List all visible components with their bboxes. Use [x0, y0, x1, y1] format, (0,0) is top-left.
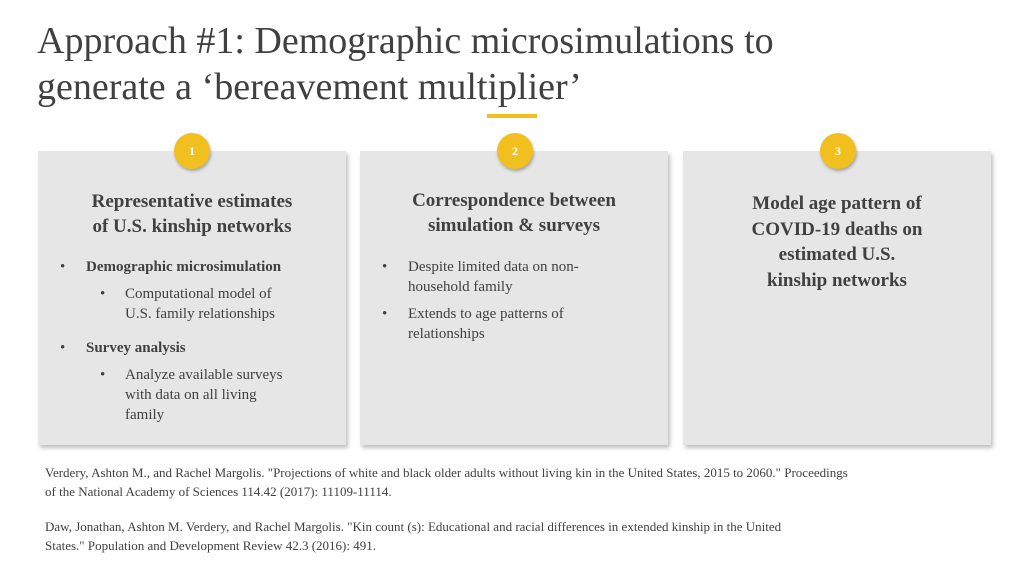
card-heading-line: Correspondence between [412, 190, 616, 211]
card-heading-line: estimated U.S. [778, 244, 896, 265]
slide-title-line-2: generate a ‘bereavement multiplier’ [37, 66, 582, 108]
sub-bullet-text: family [125, 407, 165, 423]
card-heading-line: kinship networks [767, 269, 907, 291]
sub-bullet-item [38, 284, 346, 324]
reference-line: States." Population and Development Review 42.3 (2016): 491. [45, 538, 376, 553]
card-heading-line: Representative estimates [91, 191, 293, 212]
sub-bullet-text: Analyze available surveys [125, 367, 283, 383]
bullet-dot-icon: • [100, 367, 106, 383]
slide-title [37, 18, 987, 110]
reference-line: Verdery, Ashton M., and Rachel Margolis. "Projections of white and black older adults without living kin in the United States, 2015 to 2060." Proceedings [45, 465, 848, 480]
card-heading-line: Model age pattern of [752, 193, 922, 214]
bullet-text: Survey analysis [86, 340, 186, 356]
bullet-item [360, 304, 668, 344]
bullet-text: household family [408, 279, 513, 295]
bullet-dot-icon: • [60, 259, 66, 275]
step-card-3 [683, 151, 991, 445]
reference-line: of the National Academy of Sciences 114.42 (2017): 11109-11114. [45, 484, 392, 499]
bullet-text: Demographic microsimulation [86, 259, 282, 275]
bullet-dot-icon: • [100, 286, 106, 302]
bullet-dot-icon: • [382, 306, 388, 322]
bullet-text: Extends to age patterns of [408, 306, 564, 322]
reference-item [45, 517, 1005, 555]
sub-bullet-text: Computational model of [125, 286, 272, 302]
bullet-item [360, 257, 668, 297]
card-2-heading [360, 188, 668, 238]
step-badge-3: 3 [820, 133, 856, 169]
bullet-text: relationships [408, 326, 485, 342]
card-1-bullet-list [38, 257, 346, 425]
reference-line: Daw, Jonathan, Ashton M. Verdery, and Rachel Margolis. "Kin count (s): Educational and racial differences in extended kinship in the United [45, 519, 782, 534]
card-heading-line: simulation & surveys [427, 215, 601, 236]
bullet-dot-icon: • [382, 259, 388, 275]
reference-item [45, 463, 1005, 501]
bullet-item [38, 257, 346, 277]
bullet-text: Despite limited data on non- [408, 259, 579, 275]
step-badge-1: 1 [174, 133, 210, 169]
step-card-2 [360, 151, 668, 445]
step-card-1 [38, 151, 346, 445]
bullet-item [38, 338, 346, 358]
card-heading-line: COVID-19 deaths on [751, 218, 923, 240]
title-accent-bar [487, 114, 537, 118]
sub-bullet-text: with data on all living [125, 387, 257, 403]
card-2-bullet-list [360, 257, 668, 344]
sub-bullet-text: U.S. family relationships [125, 306, 275, 322]
card-1-heading [38, 189, 346, 239]
step-badge-2: 2 [497, 133, 533, 169]
references [45, 463, 1005, 555]
slide-title-line-1: Approach #1: Demographic microsimulations to [37, 20, 774, 62]
card-heading-line: of U.S. kinship networks [92, 216, 292, 237]
bullet-dot-icon: • [60, 340, 66, 356]
sub-bullet-item [38, 365, 346, 425]
card-3-heading [683, 191, 991, 293]
